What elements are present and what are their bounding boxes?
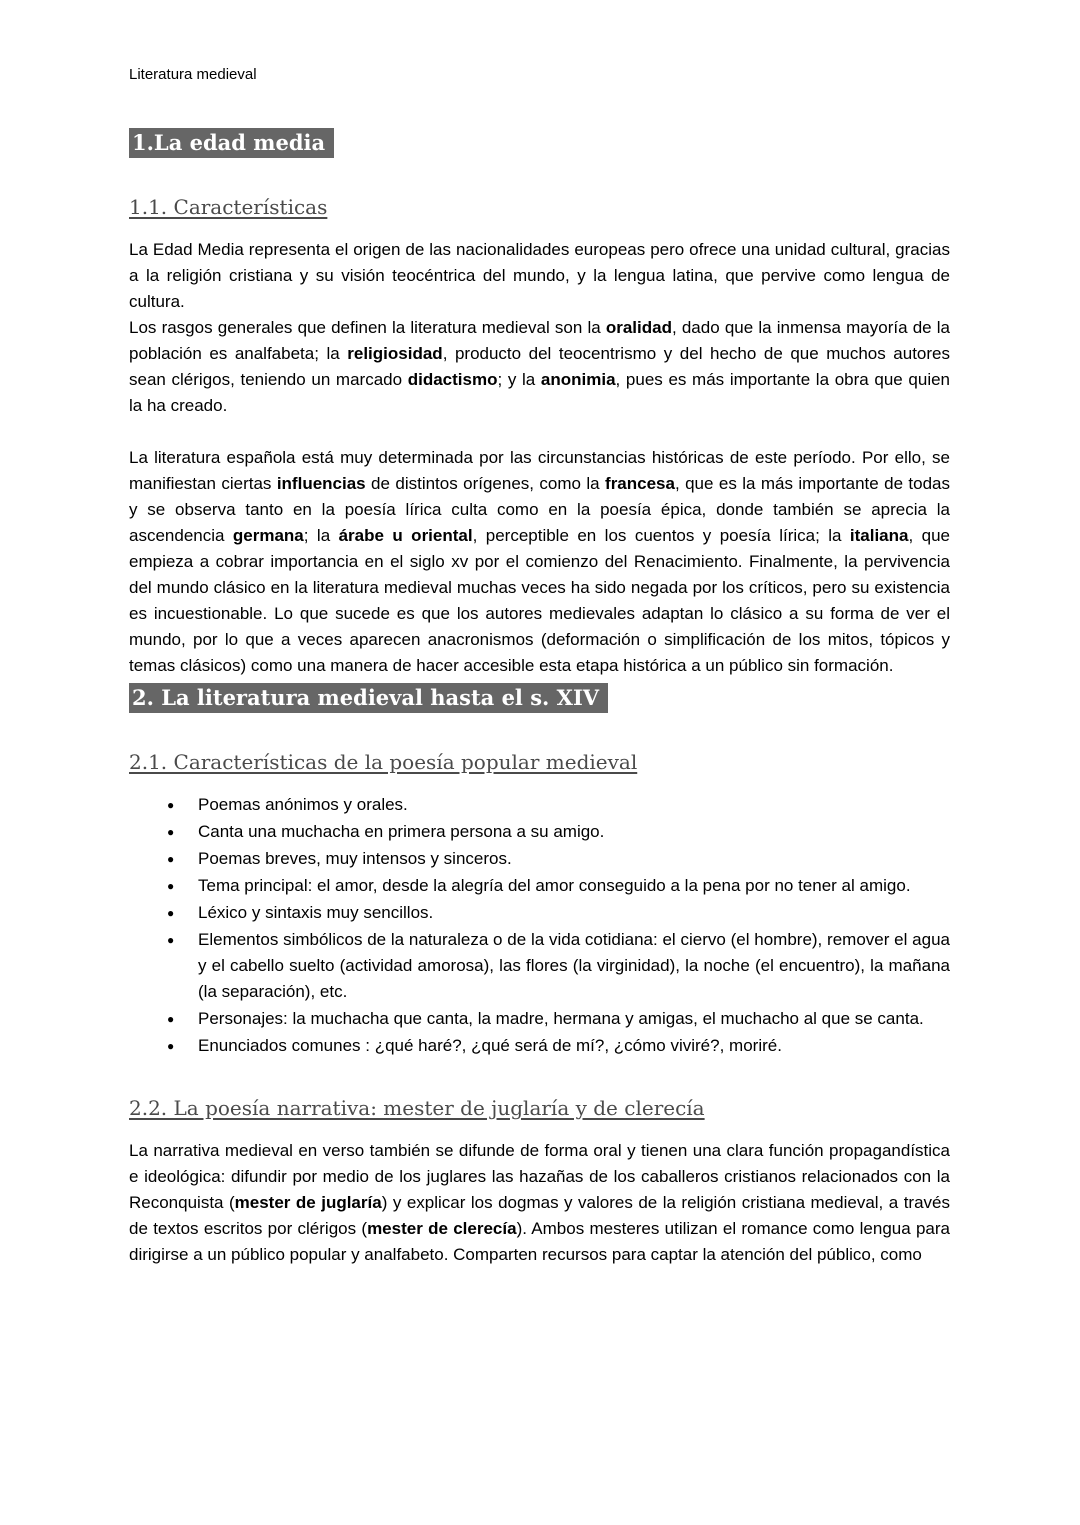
bold-text-run: didactismo: [407, 370, 498, 389]
document-header-title: Literatura medieval: [129, 66, 257, 83]
text-run: ) y explicar los dogmas y valores de la religión cristiana medieval, a través de textos escritos por clérigos (: [129, 1193, 950, 1238]
bold-text-run: árabe u oriental: [338, 526, 473, 545]
paragraph-poesia-narrativa: [129, 1138, 950, 1268]
bold-text-run: anonimia: [540, 370, 616, 389]
subsection-2-2-heading: [129, 1095, 950, 1121]
bold-text-run: oralidad: [605, 318, 672, 337]
text-run: , que es la más importante de todas y se observa tanto en la poesía lírica culta como en la poesía épica, donde también se aprecia la ascendencia: [129, 474, 951, 545]
text-run: La narrativa medieval en verso también se difunde de forma oral y tienen una clara función propagandística e ideológica: difundir por medio de los juglares las hazañas de los caballeros cristianos relacionados con la Reconquista (: [129, 1141, 950, 1212]
subsection-2-1-heading: [129, 749, 950, 775]
bold-text-run: influencias: [276, 474, 366, 493]
paragraph-rasgos-generales: [129, 315, 950, 419]
bold-text-run: mester de clerecía: [367, 1219, 517, 1238]
subsection-2-1-heading-text: 2.1. Características de la poesía popular medieval: [129, 750, 638, 774]
text-run: ; la: [303, 526, 339, 545]
poesia-popular-characteristics-list: [129, 792, 950, 1059]
bold-text-run: mester de juglaría: [234, 1193, 382, 1212]
section-2-heading: [129, 683, 950, 713]
paragraph-edad-media-intro: [129, 237, 950, 315]
section-1-heading-text: 1.La edad media: [129, 128, 334, 158]
text-run: , pues es más importante la obra que quien la ha creado.: [129, 370, 950, 415]
paragraph-influencias: [129, 445, 950, 679]
text-run: , dado que la inmensa mayoría de la población es analfabeta; la: [129, 318, 950, 363]
text-run: Los rasgos generales que definen la literatura medieval son la: [129, 318, 606, 337]
subsection-2-2-heading-text: 2.2. La poesía narrativa: mester de juglaría y de clerecía: [129, 1096, 705, 1120]
bold-text-run: germana: [232, 526, 304, 545]
subsection-1-1-heading-text: 1.1. Características: [129, 195, 328, 219]
list-item: ● Personajes: la muchacha que canta, la madre, hermana y amigas, el muchacho al que se canta.: [198, 1006, 950, 1032]
section-1-heading: [129, 128, 950, 158]
list-item: ● Léxico y sintaxis muy sencillos.: [198, 900, 950, 926]
bold-text-run: religiosidad: [347, 344, 443, 363]
list-item: ● Enunciados comunes : ¿qué haré?, ¿qué será de mí?, ¿cómo viviré?, moriré.: [198, 1033, 950, 1059]
subsection-1-1-heading: [129, 194, 950, 220]
text-run: , producto del teocentrismo y del hecho de que muchos autores sean clérigos, teniendo un marcado: [129, 344, 950, 389]
list-item: ● Poemas breves, muy intensos y sinceros.: [198, 846, 950, 872]
text-run: , perceptible en los cuentos y poesía lírica; la: [472, 526, 850, 545]
list-item: ● Elementos simbólicos de la naturaleza o de la vida cotidiana: el ciervo (el hombre), remover el agua y el cabello suelto (actividad amorosa), las flores (la virginidad), la noche (el encuentro), la mañana (la separación), etc.: [198, 927, 950, 1005]
text-run: ; y la: [497, 370, 541, 389]
text-run: ). Ambos mesteres utilizan el romance como lengua para dirigirse a un público popular y analfabeto. Comparten recursos para captar la atención del público, como: [129, 1219, 951, 1264]
list-item: ● Poemas anónimos y orales.: [198, 792, 950, 818]
section-2-heading-text: 2. La literatura medieval hasta el s. XIV: [129, 683, 608, 713]
text-run: La literatura española está muy determinada por las circunstancias históricas de este período. Por ello, se manifiestan ciertas: [129, 448, 950, 493]
bold-text-run: francesa: [605, 474, 675, 493]
text-run: , que empieza a cobrar importancia en el siglo xv por el comienzo del Renacimiento. Finalmente, la pervivencia del mundo clásico en la literatura medieval muchas veces ha sido negada por los críticos, pero su existencia es incuestionable. Lo que sucede es que los autores medievales adaptan lo clásico a su forma de ver el mundo, por lo que a veces aparecen anacronismos (deformación o simplificación de los mitos, tópicos y temas clásicos) como una manera de hacer accesible esta etapa histórica a un público sin formación.: [129, 526, 950, 675]
list-item: ● Tema principal: el amor, desde la alegría del amor conseguido a la pena por no tener al amigo.: [198, 873, 950, 899]
list-item: ● Canta una muchacha en primera persona a su amigo.: [198, 819, 950, 845]
text-run: de distintos orígenes, como la: [365, 474, 606, 493]
text-run: La Edad Media representa el origen de las nacionalidades europeas pero ofrece una unidad cultural, gracias a la religión cristiana y su visión teocéntrica del mundo, y la lengua latina, que pervive como lengua de cultura.: [129, 240, 950, 311]
bold-text-run: italiana: [849, 526, 909, 545]
